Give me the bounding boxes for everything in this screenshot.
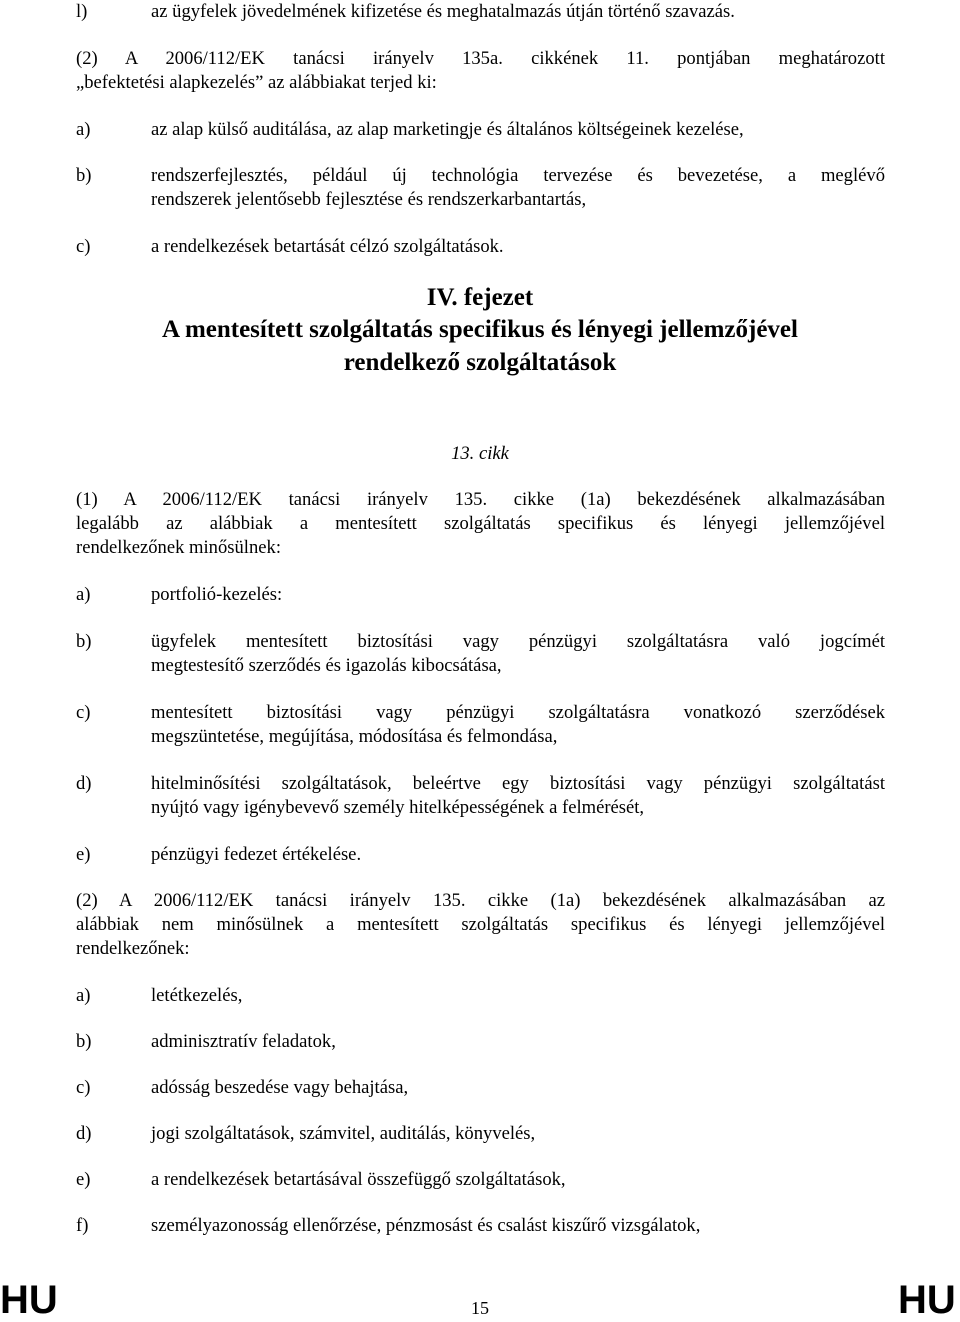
list-a-label: a) — [76, 119, 91, 140]
list-item-text: adósság beszedése vagy behajtása, — [151, 1077, 409, 1098]
list-item-text-line1: ügyfelek mentesített biztosítási vagy pénzügyi szolgáltatásra való jogcímét — [151, 631, 885, 652]
footer-language-code-right: HU — [898, 1278, 956, 1322]
list-b-text-line2: rendszerek jelentősebb fejlesztése és rendszerkarbantartás, — [151, 189, 587, 210]
list-item-label: d) — [76, 773, 92, 794]
list-item-label: c) — [76, 1077, 91, 1098]
top-item-label: l) — [76, 1, 88, 22]
list-item-label: e) — [76, 1169, 91, 1190]
list-item-label: b) — [76, 1031, 92, 1052]
para1-line2: legalább az alábbiak a mentesített szolgáltatás specifikus és lényegi jellemzőjével — [76, 513, 885, 534]
list-item-label: a) — [76, 584, 91, 605]
para1-line1: (1) A 2006/112/EK tanácsi irányelv 135. cikke (1a) bekezdésének alkalmazásában — [76, 489, 885, 510]
list-item-text-line1: mentesített biztosítási vagy pénzügyi szolgáltatásra vonatkozó szerződések — [151, 702, 885, 723]
list-item-text-line1: hitelminősítési szolgáltatások, beleértve egy biztosítási vagy pénzügyi szolgáltatást — [151, 773, 885, 794]
para2-line2: alábbiak nem minősülnek a mentesített szolgáltatás specifikus és lényegi jellemzőjével — [76, 914, 885, 935]
list-c-label: c) — [76, 236, 91, 257]
article-title: 13. cikk — [451, 443, 509, 464]
list-item-text: jogi szolgáltatások, számvitel, auditálás, könyvelés, — [151, 1123, 536, 1144]
chapter-title-line2: rendelkező szolgáltatások — [343, 349, 617, 376]
list-item-label: c) — [76, 702, 91, 723]
para2-intro-line2: „befektetési alapkezelés” az alábbiakat terjed ki: — [76, 72, 437, 93]
list-a-text: az alap külső auditálása, az alap marketingje és általános költségeinek kezelése, — [151, 119, 744, 140]
list-item-text-line2: nyújtó vagy igénybevevő személy hitelképességének a felmérését, — [151, 797, 645, 818]
footer-language-code-left: HU — [0, 1278, 58, 1322]
list-item-text-line2: megszüntetése, megújítása, módosítása és felmondása, — [151, 726, 558, 747]
para2-line3: rendelkezőnek: — [76, 938, 190, 959]
list-item-label: a) — [76, 985, 91, 1006]
list-item-text: letétkezelés, — [151, 985, 243, 1006]
chapter-title-line1: A mentesített szolgáltatás specifikus és lényegi jellemzőjével — [162, 316, 798, 343]
chapter-number: IV. fejezet — [426, 284, 534, 311]
list-item-text: a rendelkezések betartásával összefüggő szolgáltatások, — [151, 1169, 566, 1190]
list-item-label: f) — [76, 1215, 89, 1236]
list-item-text: portfolió-kezelés: — [151, 584, 283, 605]
list-item-label: d) — [76, 1123, 92, 1144]
top-item-text: az ügyfelek jövedelmének kifizetése és meghatalmazás útján történő szavazás. — [151, 1, 735, 22]
page-number: 15 — [471, 1298, 489, 1318]
list-item-text-line2: megtestesítő szerződés és igazolás kibocsátása, — [151, 655, 502, 676]
list-b-label: b) — [76, 165, 92, 186]
para2-line1: (2) A 2006/112/EK tanácsi irányelv 135. cikke (1a) bekezdésének alkalmazásában az — [76, 890, 885, 911]
para2-intro-line1: (2) A 2006/112/EK tanácsi irányelv 135a. cikkének 11. pontjában meghatározott — [76, 48, 885, 69]
para1-line3: rendelkezőnek minősülnek: — [76, 537, 281, 558]
list-item-text: személyazonosság ellenőrzése, pénzmosást és csalást kiszűrő vizsgálatok, — [151, 1215, 701, 1236]
list-item-label: e) — [76, 844, 91, 865]
list-item-text: adminisztratív feladatok, — [151, 1031, 336, 1052]
list-item-label: b) — [76, 631, 92, 652]
list-item-text: pénzügyi fedezet értékelése. — [151, 844, 362, 865]
list-c-text: a rendelkezések betartását célzó szolgáltatások. — [151, 236, 504, 257]
list-b-text-line1: rendszerfejlesztés, például új technológia tervezése és bevezetése, a meglévő — [151, 165, 885, 186]
